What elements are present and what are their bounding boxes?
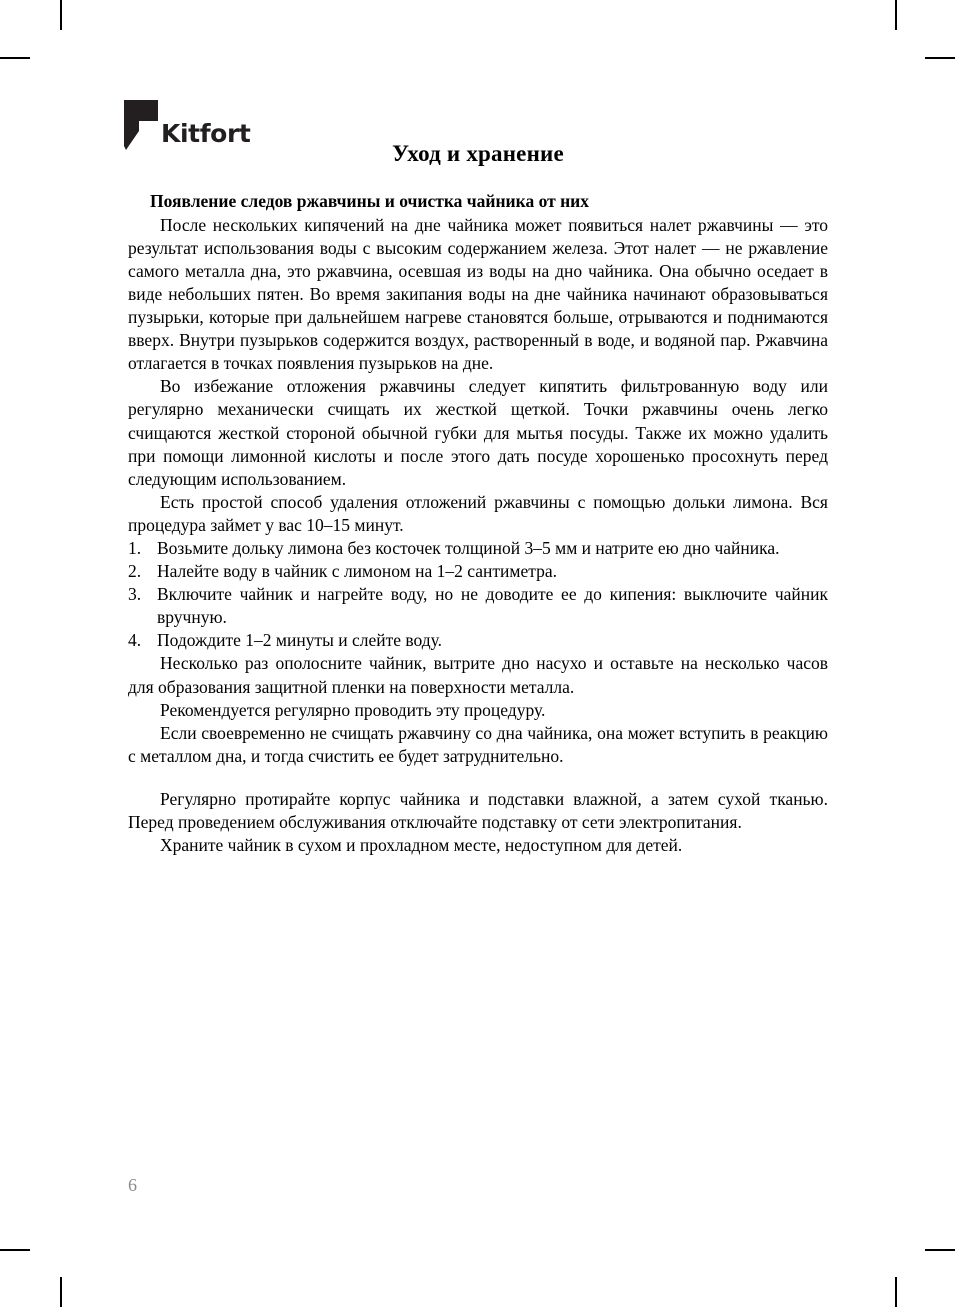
list-item-number: 3. <box>128 584 142 605</box>
paragraph-spacer <box>128 768 828 788</box>
brand-name: Kitfort <box>161 119 251 148</box>
page-title: Уход и хранение <box>392 141 564 166</box>
list-item <box>128 583 828 629</box>
list-item-number: 2. <box>128 561 142 582</box>
paragraph: Храните чайник в сухом и прохладном месте, недоступном для детей. <box>160 835 683 856</box>
crop-mark-bottom-left-horizontal <box>0 1249 30 1251</box>
list-item-text: Налейте воду в чайник с лимоном на 1–2 сантиметра. <box>157 561 557 582</box>
list-item <box>128 560 828 583</box>
paragraph: После нескольких кипячений на дне чайника может появиться налет ржавчины — это результат использования воды с высоким содержанием железа. Этот налет — не ржавление самого металла дна, это ржавчина, осевшая из воды на дно чайника. Она обычно оседает в виде небольших пятен. Во время закипания воды на дне чайника начинают образовываться пузырьки, которые при дальнейшем нагреве становятся больше, отрываются и поднимаются вверх. Внутри пузырьков содержится воздух, растворенный в воде, и водяной пар. Ржавчина отлагается в точках появления пузырьков на дне. <box>128 214 828 374</box>
section-heading: Появление следов ржавчины и очистка чайника от них <box>150 190 589 211</box>
crop-mark-bottom-right-horizontal <box>925 1249 955 1251</box>
page-content <box>128 140 828 857</box>
paragraph: Рекомендуется регулярно проводить эту процедуру. <box>160 699 546 720</box>
paragraph: Если своевременно не счищать ржавчину со дна чайника, она может вступить в реакцию с металлом дна, и тогда счистить ее будет затруднительно. <box>128 722 828 766</box>
crop-mark-top-left-horizontal <box>0 57 30 59</box>
crop-mark-bottom-right-vertical <box>895 1277 897 1307</box>
crop-mark-top-left-vertical <box>60 0 62 30</box>
list-item-text: Возьмите дольку лимона без косточек толщиной 3–5 мм и натрите ею дно чайника. <box>157 538 780 558</box>
paragraph: Несколько раз ополосните чайник, вытрите дно насухо и оставьте на несколько часов для образования защитной пленки на поверхности металла. <box>128 653 828 697</box>
list-item-text: Подождите 1–2 минуты и слейте воду. <box>157 630 443 651</box>
crop-mark-top-right-vertical <box>895 0 897 30</box>
steps-list <box>128 537 828 652</box>
paragraph: Есть простой способ удаления отложений ржавчины с помощью дольки лимона. Вся процедура займет у вас 10–15 минут. <box>128 491 828 535</box>
list-item <box>128 537 828 560</box>
crop-mark-bottom-left-vertical <box>60 1277 62 1307</box>
list-item-text: Включите чайник и нагрейте воду, но не доводите ее до кипения: выключите чайник вручную. <box>157 584 828 628</box>
list-item-number: 4. <box>128 630 142 651</box>
paragraph: Регулярно протирайте корпус чайника и подставки влажной, а затем сухой тканью. Перед проведением обслуживания отключайте подставку от сети электропитания. <box>128 788 828 833</box>
paragraph: Во избежание отложения ржавчины следует кипятить фильтрованную воду или регулярно механически счищать их жесткой щеткой. Точки ржавчины очень легко счищаются жесткой стороной обычной губки для мытья посуды. Также их можно удалить при помощи лимонной кислоты и после этого дать посуде хорошенько просохнуть перед следующим использованием. <box>128 376 828 489</box>
page-number: 6 <box>128 1175 137 1195</box>
list-item-number: 1. <box>128 538 142 558</box>
list-item <box>128 629 828 652</box>
crop-mark-top-right-horizontal <box>925 57 955 59</box>
